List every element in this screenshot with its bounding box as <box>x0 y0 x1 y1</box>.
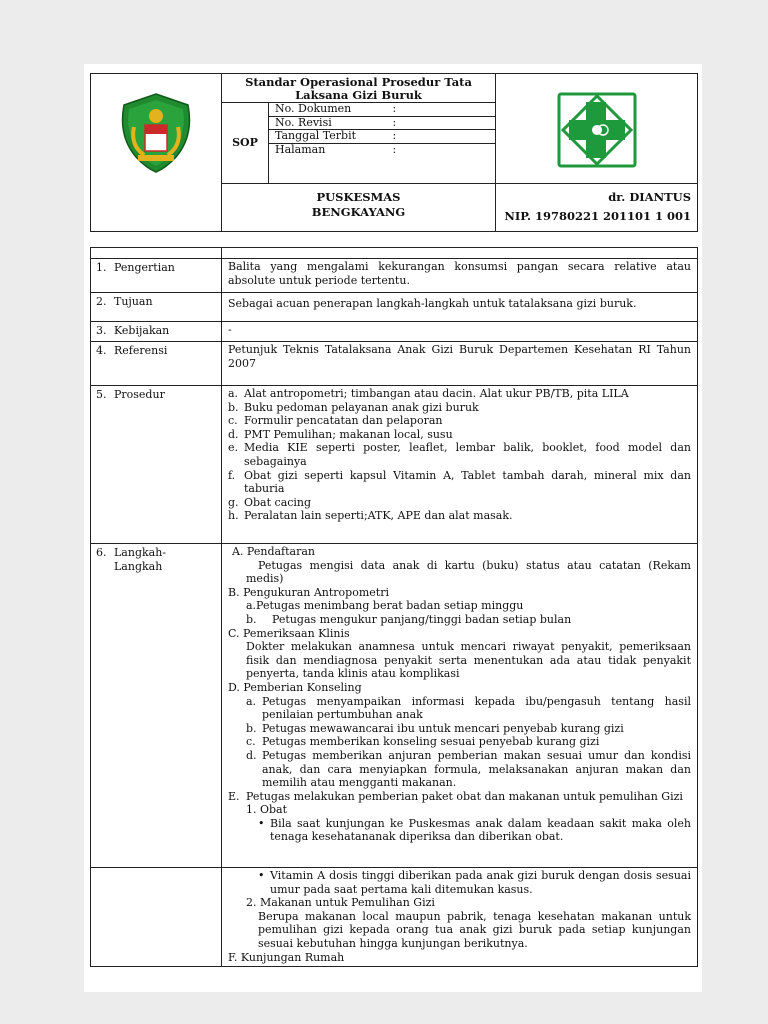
list-item: • Vitamin A dosis tinggi diberikan pada anak gizi buruk dengan dosis sesuai umur pada saat pertama kali ditemukan kasus. <box>258 869 691 896</box>
section-label: 2. Tujuan <box>91 293 222 322</box>
meta-colon-revisi: : <box>391 116 496 130</box>
meta-label-dokumen: No. Dokumen <box>269 103 391 117</box>
list-item: • Bila saat kunjungan ke Puskesmas anak dalam keadaan sakit maka oleh tenaga kesehatananak diperiksa dan diberikan obat. <box>258 816 691 844</box>
table-row <box>91 342 698 386</box>
puskesmas-logo-cell <box>496 74 698 184</box>
langkah-b-head: B. Pengukuran Antropometri <box>228 585 389 599</box>
table-row <box>91 259 698 293</box>
table-row <box>91 322 698 342</box>
regency-logo-cell <box>91 74 222 232</box>
list-item: d. Petugas memberikan anjuran pemberian makan sesuai umur dan kondisi anak, dan cara menyiapkan formula, melaksanakan anjuran makan dan memilih atau mengganti makanan. <box>246 748 691 790</box>
kebijakan-text: - <box>222 322 698 342</box>
sop-title: Standar Operasional Prosedur Tata Laksana Gizi Buruk <box>222 74 496 103</box>
referensi-text: Petunjuk Teknis Tatalaksana Anak Gizi Buruk Departemen Kesehatan RI Tahun 2007 <box>222 342 698 386</box>
meta-label-revisi: No. Revisi <box>269 116 391 130</box>
tujuan-text: Sebagai acuan penerapan langkah-langkah untuk tatalaksana gizi buruk. <box>222 293 698 322</box>
list-item: h. Peralatan lain seperti;ATK, APE dan alat masak. <box>228 509 513 523</box>
continuation-label-cell <box>91 868 222 967</box>
org-line-2: BENGKAYANG <box>311 204 406 219</box>
table-row <box>91 868 698 967</box>
meta-label-tanggal: Tanggal Terbit <box>269 130 391 144</box>
langkah-c-text: Dokter melakukan anamnesa untuk mencari riwayat penyakit, pemeriksaan fisik dan mendiagnosa penyakit serta menentukan ada atau tidak penyakit penyerta, tanda klinis atau komplikasi <box>246 640 691 681</box>
langkah-content <box>222 544 698 868</box>
langkah-c-head: C. Pemeriksaan Klinis <box>228 626 350 640</box>
table-row <box>91 293 698 322</box>
document-page <box>84 64 702 992</box>
meta-colon-tanggal: : <box>391 130 496 144</box>
sop-header-table <box>90 73 698 232</box>
doctor-nip: NIP. 19780221 201101 1 001 <box>504 208 691 223</box>
prosedur-list <box>222 386 698 544</box>
list-item: e. Media KIE seperti poster, leaflet, lembar balik, booklet, food model dan sebagainya <box>228 441 691 468</box>
langkah-e-sub: 2. Makanan untuk Pemulihan Gizi <box>246 896 435 910</box>
list-item: b. Buku pedoman pelayanan anak gizi buruk <box>228 400 479 414</box>
langkah-e-head: E. Petugas melakukan pemberian paket obat dan makanan untuk pemulihan Gizi <box>228 789 683 803</box>
list-item: g. Obat cacing <box>228 495 312 509</box>
doctor-name: dr. DIANTUS <box>608 189 691 204</box>
langkah-b-item: b. Petugas mengukur panjang/tinggi badan setiap bulan <box>246 612 572 626</box>
regency-emblem-icon <box>114 91 198 175</box>
section-label: 1. Pengertian <box>91 259 222 293</box>
section-label: 3. Kebijakan <box>91 322 222 342</box>
langkah-d-head: D. Pemberian Konseling <box>228 680 362 694</box>
list-item: b. Petugas mewawancarai ibu untuk mencari penyebab kurang gizi <box>246 721 624 735</box>
list-item: c. Formulir pencatatan dan pelaporan <box>228 414 443 428</box>
meta-label-halaman: Halaman <box>269 143 391 183</box>
list-item: c. Petugas memberikan konseling sesuai penyebab kurang gizi <box>246 735 600 749</box>
pengertian-text: Balita yang mengalami kekurangan konsumsi pangan secara relative atau absolute untuk periode tertentu. <box>222 259 698 293</box>
list-item: a. Petugas menyampaikan informasi kepada ibu/pengasuh tentang hasil penilaian pertumbuhan anak <box>246 694 691 722</box>
langkah-continuation <box>222 868 698 967</box>
section-label: 5. Prosedur <box>91 386 222 544</box>
table-row <box>91 386 698 544</box>
spacer-row <box>91 248 698 259</box>
sop-label: SOP <box>222 103 269 184</box>
org-name-cell <box>222 183 496 231</box>
signatory-cell <box>496 183 698 231</box>
section-label: 4. Referensi <box>91 342 222 386</box>
org-line-1: PUSKESMAS <box>316 189 401 204</box>
meta-colon-halaman: : <box>391 143 496 183</box>
langkah-e-sub: 1. Obat <box>246 803 288 817</box>
list-item: d. PMT Pemulihan; makanan local, susu <box>228 427 453 441</box>
meta-colon-dokumen: : <box>391 103 496 117</box>
langkah-a-head: A. Pendaftaran <box>232 545 315 558</box>
table-row <box>91 544 698 868</box>
puskesmas-cross-icon <box>545 90 649 174</box>
langkah-e2-text: Berupa makanan local maupun pabrik, tenaga kesehatan makanan untuk pemulihan gizi kepada orang tua anak gizi buruk pada setiap kunjungan sesuai kebutuhan hingga kunjungan berikutnya. <box>258 909 691 950</box>
section-label: 6. Langkah- Langkah <box>91 544 222 868</box>
langkah-f-head: F. Kunjungan Rumah <box>228 950 345 964</box>
sop-body-table <box>90 247 698 967</box>
langkah-b-item: a.Petugas menimbang berat badan setiap minggu <box>246 599 524 613</box>
list-item: a. Alat antropometri; timbangan atau dacin. Alat ukur PB/TB, pita LILA <box>228 387 629 400</box>
langkah-a-text: Petugas mengisi data anak di kartu (buku) status atau catatan (Rekam medis) <box>246 558 691 586</box>
list-item: f. Obat gizi seperti kapsul Vitamin A, Tablet tambah darah, mineral mix dan taburia <box>228 468 691 496</box>
